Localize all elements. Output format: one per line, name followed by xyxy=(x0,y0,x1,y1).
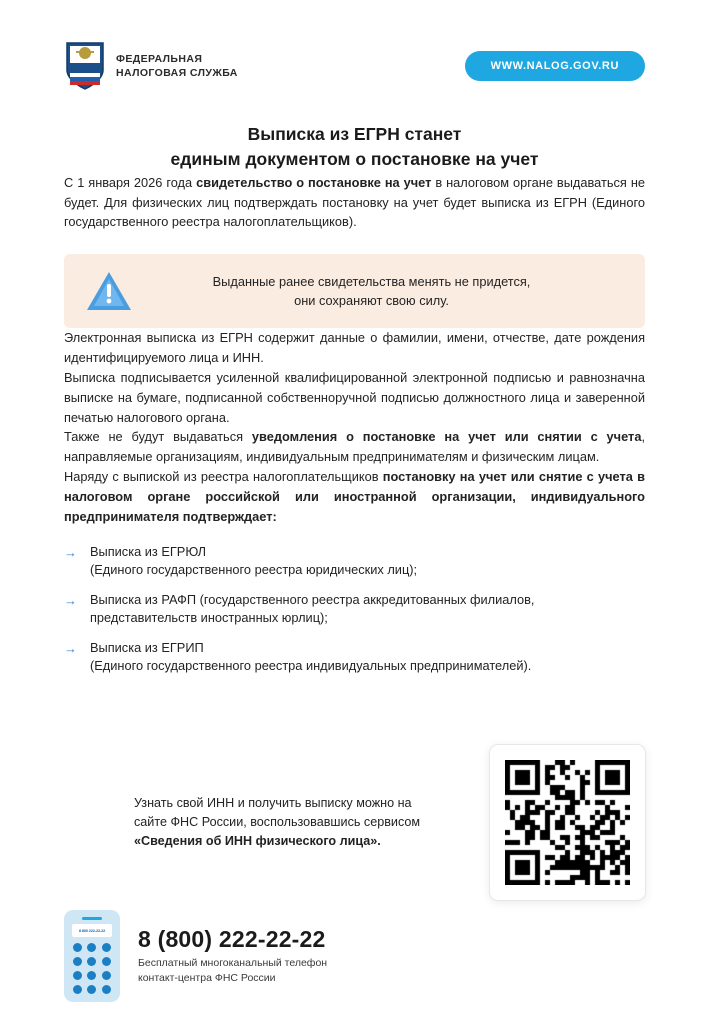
keypad-key xyxy=(73,985,82,994)
list-item-line-1: Выписка из РАФП (государственного реестра аккредитованных филиалов, xyxy=(90,591,535,607)
qr-text-part-1: Узнать свой ИНН и получить выписку можно на сайте ФНС России, воспользовавшись сервисом xyxy=(134,796,421,830)
page-title xyxy=(64,122,645,173)
p4-part-1: Наряду с выпиской из реестра налогоплательщиков xyxy=(64,469,383,485)
qr-code[interactable] xyxy=(490,745,645,900)
fns-brand xyxy=(64,40,238,92)
phone-speaker xyxy=(82,917,102,920)
p3-bold: уведомления о постановке на учет или снятии с учета xyxy=(251,429,642,445)
paragraph-3 xyxy=(64,427,645,467)
list-item-text xyxy=(90,591,534,628)
list-item-line-2: (Единого государственного реестра индивидуальных предпринимателей). xyxy=(90,658,532,674)
fns-brand-text xyxy=(116,52,238,80)
brand-line-2: НАЛОГОВАЯ СЛУЖБА xyxy=(116,67,238,79)
keypad-key xyxy=(87,943,96,952)
keypad-key xyxy=(73,957,82,966)
phone-text-block xyxy=(138,927,327,985)
title-line-2: единым документом о постановке на учет xyxy=(170,149,539,170)
title-line-1: Выписка из ЕГРН станет xyxy=(247,124,462,144)
paragraph-1: Электронная выписка из ЕГРН содержит данные о фамилии, имени, отчестве, дате рождения идентифицируемого лица и ИНН. xyxy=(64,330,645,366)
intro-paragraph xyxy=(64,173,645,232)
list-item-text xyxy=(90,543,417,580)
contact-footer xyxy=(64,910,327,1002)
warning-triangle-icon xyxy=(86,270,132,312)
hotline-caption xyxy=(138,956,327,984)
list-item-line-2: представительств иностранных юрлиц); xyxy=(90,610,328,626)
keypad-key xyxy=(87,957,96,966)
paragraph-4 xyxy=(64,467,645,526)
list-item-line-1: Выписка из ЕГРЮЛ xyxy=(90,543,207,559)
arrow-right-icon: → xyxy=(64,592,77,608)
intro-part-1: С 1 января 2026 года xyxy=(64,174,197,190)
list-item-line-1: Выписка из ЕГРИП xyxy=(90,639,204,655)
website-link-pill[interactable]: WWW.NALOG.GOV.RU xyxy=(465,51,645,81)
hotline-number: 8 (800) 222-22-22 xyxy=(138,926,326,953)
p3-part-1: Также не будут выдаваться xyxy=(64,429,252,445)
arrow-right-icon: → xyxy=(64,544,77,560)
phone-screen-text: 8 800 222-22-22 xyxy=(72,924,112,937)
list-item xyxy=(64,591,645,628)
qr-section xyxy=(64,745,645,900)
intro-bold-1: свидетельство о постановке на учет xyxy=(196,174,432,190)
list-item-line-2: (Единого государственного реестра юридических лиц); xyxy=(90,562,418,578)
keypad-key xyxy=(73,971,82,980)
qr-text-bold: «Сведения об ИНН физического лица». xyxy=(134,833,381,848)
phone-keypad-icon xyxy=(64,910,120,1002)
fns-emblem-icon xyxy=(64,40,106,92)
keypad-key xyxy=(102,971,111,980)
document-header xyxy=(64,0,645,92)
paragraph-2: Выписка подписывается усиленной квалифицированной электронной подписью и равнозначна выписке на бумаге, подписанной собственноручной подписью должностного лица и заверенной печатью налогового органа. xyxy=(64,369,645,425)
intro-part-2: в налоговом органе выдаваться не будет. Для физических лиц подтверждать постановку на учет будет выписка из ЕГРН (Единого государственного реестра налогоплательщиков). xyxy=(64,174,645,230)
qr-description xyxy=(64,794,424,851)
list-item xyxy=(64,639,645,676)
list-item xyxy=(64,543,645,580)
keypad-key xyxy=(102,957,111,966)
keypad-key xyxy=(102,985,111,994)
notice-line-2: они сохраняют свою силу. xyxy=(294,293,449,309)
keypad-key xyxy=(87,985,96,994)
keypad-key xyxy=(102,943,111,952)
brand-line-1: ФЕДЕРАЛЬНАЯ xyxy=(116,52,203,65)
notice-box xyxy=(64,254,645,328)
keypad-key xyxy=(73,943,82,952)
keypad-key xyxy=(87,971,96,980)
p3-part-2: , направляемые организациям, индивидуальным предпринимателям и физическим лицам. xyxy=(64,429,645,465)
notice-line-1: Выданные ранее свидетельства менять не придется, xyxy=(212,274,531,290)
registry-list xyxy=(64,543,645,676)
list-item-text xyxy=(90,639,531,676)
p4-bold: постановку на учет или снятие с учета в налоговом органе российской или иностранной организации, индивидуального предпринимателя подтверждает: xyxy=(64,469,645,524)
arrow-right-icon: → xyxy=(64,640,77,656)
notice-text xyxy=(150,272,623,310)
hotline-caption-line-2: контакт-центра ФНС России xyxy=(138,971,276,984)
phone-keypad xyxy=(73,943,111,994)
hotline-caption-line-1: Бесплатный многоканальный телефон xyxy=(138,957,328,970)
